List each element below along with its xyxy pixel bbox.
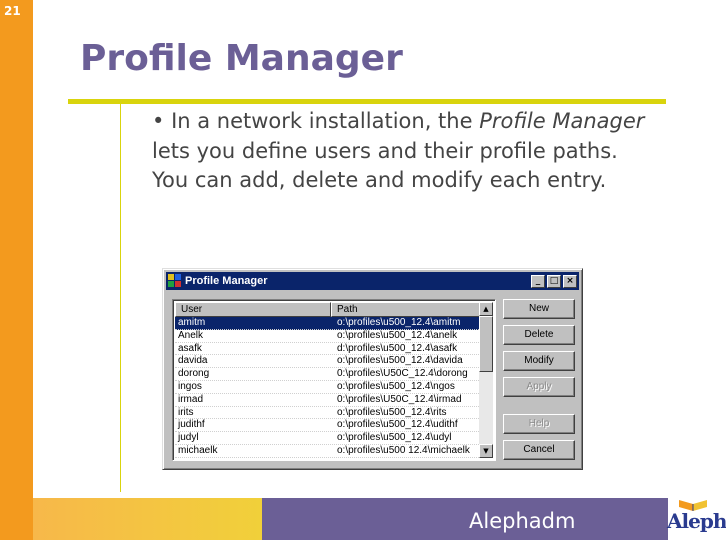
list-row[interactable]: [175, 317, 481, 330]
row-path: 0:\profiles\U50C_12.4\dorong: [337, 368, 468, 380]
window-titlebar[interactable]: [166, 272, 579, 290]
list-row[interactable]: [175, 432, 481, 445]
body-text-start: In a network installation, the: [164, 109, 480, 133]
row-user: michaelk: [178, 444, 218, 456]
left-accent-bar: [0, 0, 33, 540]
vertical-rule: [120, 104, 121, 492]
row-user: irits: [178, 406, 194, 418]
row-user: judithf: [178, 419, 205, 431]
footer-bar: [262, 498, 668, 540]
bullet: •: [152, 109, 165, 133]
row-user: asafk: [178, 342, 202, 354]
slide-number: 21: [4, 4, 21, 18]
slide-title: Profile Manager: [80, 38, 403, 79]
row-path: o:\profiles\u500_12.4\udyl: [337, 432, 452, 444]
list-row[interactable]: [175, 419, 481, 432]
profiles-list[interactable]: [172, 299, 496, 461]
help-button[interactable]: Help: [503, 414, 575, 434]
row-path: o:\profiles\u500_12.4\ngos: [337, 380, 455, 392]
body-text-end: lets you define users and their profile paths. You can add, delete and modify each entry.: [152, 138, 618, 192]
row-path: o:\profiles\u500 12.4\michaelk: [337, 444, 470, 456]
close-button[interactable]: ×: [563, 275, 577, 288]
list-rows: [175, 317, 481, 458]
list-row[interactable]: [175, 355, 481, 368]
footer-gradient-strip: [33, 498, 262, 540]
row-user: judyl: [178, 432, 199, 444]
new-button[interactable]: New: [503, 299, 575, 319]
list-row[interactable]: [175, 343, 481, 356]
list-row[interactable]: [175, 445, 481, 458]
row-user: irmad: [178, 393, 204, 405]
row-path: o:\profiles\u500_12.4\rits: [337, 406, 447, 418]
scroll-down-arrow-icon[interactable]: ▼: [479, 444, 493, 458]
list-header: [175, 302, 481, 317]
slide-body-text: [152, 107, 652, 196]
cancel-button[interactable]: Cancel: [503, 440, 575, 460]
row-path: 0:\profiles\U50C_12.4\irmad: [337, 393, 462, 405]
list-row[interactable]: [175, 394, 481, 407]
logo-text: Aleph: [667, 509, 726, 533]
column-header-path[interactable]: Path: [331, 302, 481, 317]
scroll-up-arrow-icon[interactable]: ▲: [479, 302, 493, 316]
row-path: o:\profiles\u500_12.4\udithf: [337, 419, 458, 431]
footer-text: Alephadm: [469, 509, 576, 533]
list-row[interactable]: [175, 381, 481, 394]
row-user: ingos: [178, 380, 202, 392]
list-row[interactable]: [175, 407, 481, 420]
row-path: o:\profiles\u500_12.4\anelk: [337, 329, 458, 341]
delete-button[interactable]: Delete: [503, 325, 575, 345]
modify-button[interactable]: Modify: [503, 351, 575, 371]
row-path: d:\profiles\u500_12.4\asafk: [337, 342, 458, 354]
vertical-scrollbar[interactable]: [479, 302, 493, 458]
row-user: dorong: [178, 368, 210, 380]
row-path: o:\profiles\u500_12.4\davida: [337, 355, 463, 367]
window-title: Profile Manager: [185, 275, 268, 287]
scroll-thumb[interactable]: [479, 316, 493, 372]
title-underline: [68, 99, 666, 104]
row-path: o:\profiles\u500_12.4\amitm: [337, 317, 461, 328]
aleph-logo: [667, 494, 726, 540]
app-icon: [168, 274, 182, 288]
maximize-button[interactable]: □: [547, 275, 561, 288]
minimize-button[interactable]: _: [531, 275, 545, 288]
row-user: davida: [178, 355, 208, 367]
row-user: amitm: [178, 317, 206, 328]
list-row[interactable]: [175, 368, 481, 381]
body-text-emphasis: Profile Manager: [479, 109, 645, 133]
profile-manager-window: [162, 268, 583, 470]
column-header-user[interactable]: User: [175, 302, 331, 317]
apply-button[interactable]: Apply: [503, 377, 575, 397]
row-user: Anelk: [178, 329, 204, 341]
list-row[interactable]: [175, 330, 481, 343]
